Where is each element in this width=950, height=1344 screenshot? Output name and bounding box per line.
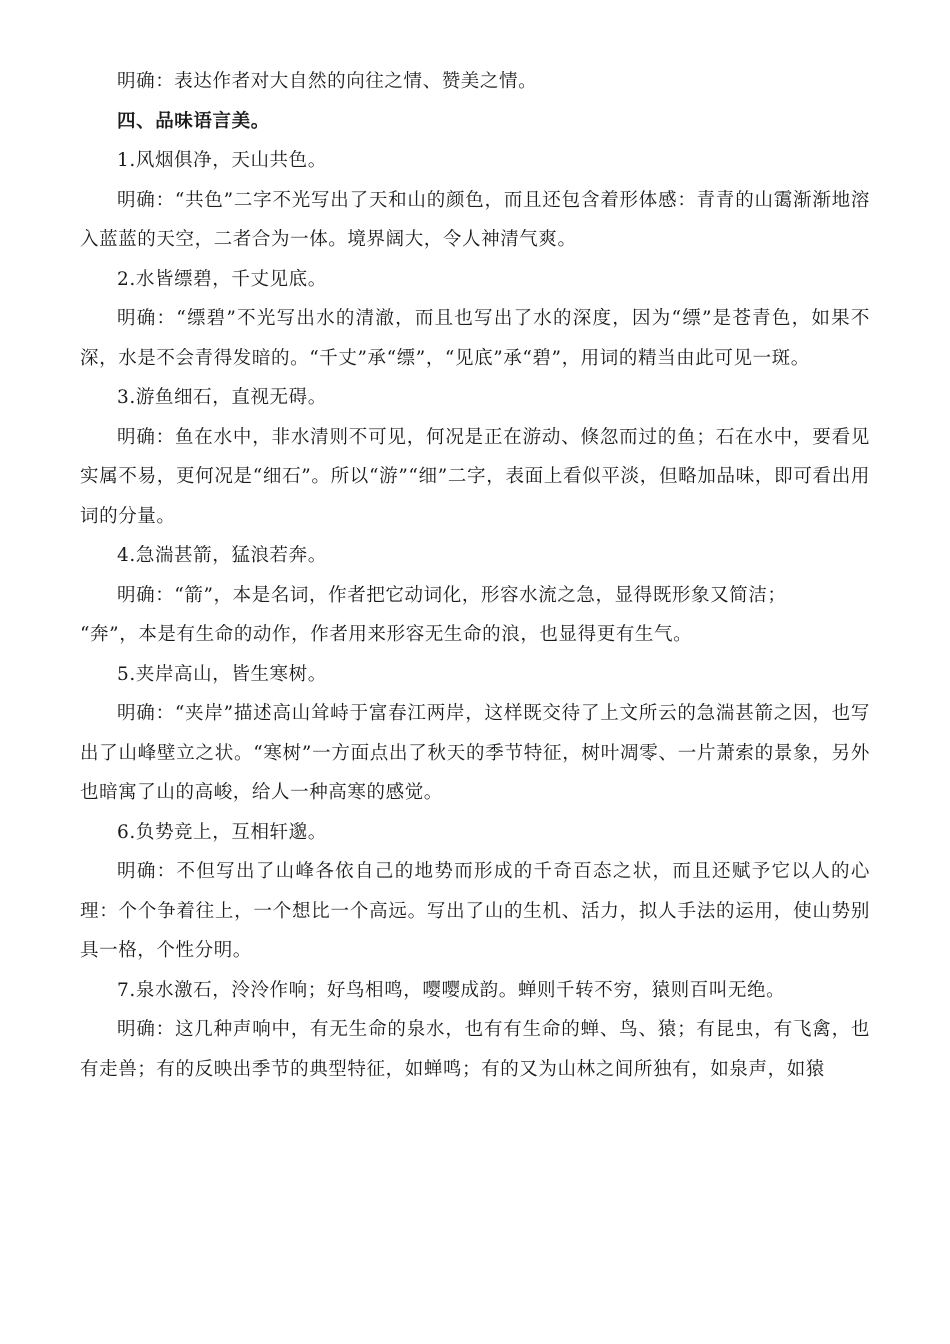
answer-paragraph: 明确：鱼在水中，非水清则不可见，何况是正在游动、倏忽而过的鱼；石在水中，要看见实属不易，更何况是“细石”。所以“游”“细”二字，表面上看似平淡，但略加品味，即可看出用词的分量。	[80, 426, 870, 527]
answer-paragraph: 明确：这几种声响中，有无生命的泉水，也有有生命的蝉、鸟、猿；有昆虫，有飞禽，也有走兽；有的反映出季节的典型特征，如蝉鸣；有的又为山林之间所独有，如泉声，如猿	[80, 1019, 870, 1080]
document-body	[80, 62, 870, 1089]
answer-paragraph: 明确：“共色”二字不光写出了天和山的颜色，而且还包含着形体感：青青的山霭渐渐地溶入蓝蓝的天空，二者合为一体。境界阔大，令人神清气爽。	[80, 189, 870, 250]
item-sentence: 2.水皆缥碧，千丈见底。	[117, 268, 327, 290]
answer-continuation: “奔”，本是有生命的动作，作者用来形容无生命的浪，也显得更有生气。	[80, 624, 693, 645]
item-sentence: 6.负势竞上，互相轩邈。	[117, 821, 327, 843]
item-sentence: 4.急湍甚箭，猛浪若奔。	[117, 545, 327, 566]
item-sentence: 5.夹岸高山，皆生寒树。	[117, 663, 327, 685]
item-sentence: 7.泉水激石，泠泠作响；好鸟相鸣，嘤嘤成韵。蝉则千转不穷，猿则百叫无绝。	[117, 979, 786, 1001]
item-sentence: 3.游鱼细石，直视无碍。	[117, 387, 327, 408]
answer-paragraph: 明确：不但写出了山峰各依自己的地势而形成的千奇百态之状，而且还赋予它以人的心理：个个争着往上，一个想比一个高远。写出了山的生机、活力，拟人手法的运用，使山势别具一格，个性分明。	[80, 861, 870, 961]
section-heading: 四、品味语言美。	[117, 110, 270, 132]
answer-paragraph: 明确：“夹岸”描述高山耸峙于富春江两岸，这样既交待了上文所云的急湍甚箭之因，也写出了山峰壁立之状。“寒树”一方面点出了秋天的季节特征，树叶凋零、一片萧索的景象，另外也暗寓了山的高峻，给人一种高寒的感觉。	[80, 703, 870, 803]
answer-paragraph: 明确：“缥碧”不光写出水的清澈，而且也写出了水的深度，因为“缥”是苍青色，如果不深，水是不会青得发暗的。“千丈”承“缥”，“见底”承“碧”，用词的精当由此可见一斑。	[80, 308, 870, 369]
item-sentence: 1.风烟俱净，天山共色。	[117, 150, 327, 171]
answer-paragraph: 明确：“箭”，本是名词，作者把它动词化，形容水流之急，显得既形象又简洁；	[117, 584, 787, 606]
answer-paragraph: 明确：表达作者对大自然的向往之情、赞美之情。	[117, 71, 538, 92]
